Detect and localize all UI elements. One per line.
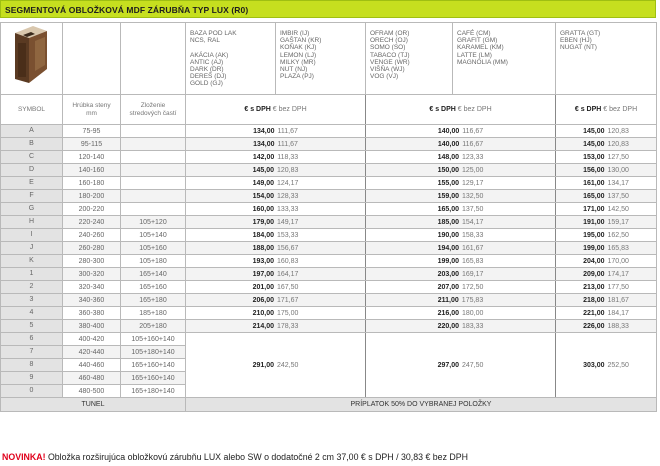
row-segments: 105+160: [121, 242, 186, 255]
color-option: EBEN (HJ): [560, 37, 592, 45]
table-row: [1, 203, 657, 216]
price-cell: [186, 268, 366, 281]
price-vat: 199,00: [437, 257, 459, 265]
price-cell: [366, 294, 556, 307]
row-width: 280-300: [63, 255, 121, 268]
price-vat: 145,00: [583, 127, 605, 135]
price-cell: [366, 268, 556, 281]
row-segments: [121, 190, 186, 203]
price-novat: 132,50: [462, 192, 484, 200]
price-novat: 149,17: [277, 218, 299, 226]
color-option: VENGE (WR): [370, 58, 410, 66]
row-width: 240-260: [63, 229, 121, 242]
price-cell: [366, 125, 556, 138]
price-vat: 213,00: [583, 283, 605, 291]
price-novat: 154,17: [462, 218, 484, 226]
price-vat: 134,00: [253, 140, 275, 148]
price-cell: [556, 268, 657, 281]
price-cell: [366, 242, 556, 255]
price-vat: 220,00: [437, 322, 459, 330]
row-symbol: A: [1, 125, 63, 138]
price-cell: [366, 190, 556, 203]
table-row: [1, 151, 657, 164]
row-symbol: J: [1, 242, 63, 255]
price-vat: 207,00: [437, 283, 459, 291]
row-segments: 165+160+140: [121, 359, 186, 372]
price-vat: 303,00: [583, 361, 605, 369]
row-segments: [121, 151, 186, 164]
color-option: ANTIC (AJ): [190, 58, 224, 66]
novinka-note: [2, 452, 468, 462]
segments-header: Zloženie stredových častí: [121, 95, 186, 125]
price-cell: [556, 151, 657, 164]
price-cell: [186, 151, 366, 164]
image-spacer: [63, 23, 121, 95]
color-option: CAFÉ (CM): [457, 30, 491, 37]
price-cell: [186, 294, 366, 307]
color-option: MILKY (MR): [280, 58, 316, 66]
color-option: ORECH (OJ): [370, 37, 408, 45]
color-option: NUT (NJ): [280, 66, 308, 74]
price-novat: 171,67: [277, 296, 299, 304]
color-option: IMBIR (IJ): [280, 30, 310, 37]
price-vat: 140,00: [437, 140, 460, 148]
price-cell: [366, 281, 556, 294]
footer-row: [1, 398, 657, 412]
color-option: LEMON (LJ): [280, 51, 317, 59]
price-cell: [556, 255, 657, 268]
row-segments: 105+140: [121, 229, 186, 242]
price-novat: 137,50: [607, 192, 629, 200]
price-novat: 134,17: [607, 179, 629, 187]
row-width: 200-220: [63, 203, 121, 216]
row-segments: [121, 177, 186, 190]
price-cell: [556, 203, 657, 216]
color-option: SOMO (SO): [370, 44, 406, 52]
tunel-label: TUNEL: [1, 398, 186, 412]
price-novat: 123,33: [462, 153, 484, 161]
price-vat: 142,00: [252, 153, 275, 161]
price-cell: [186, 125, 366, 138]
price-vat-label: € s DPH: [574, 106, 602, 113]
price-vat: 154,00: [252, 192, 274, 200]
price-cell: [366, 333, 556, 398]
price-vat: 150,00: [437, 166, 459, 174]
price-vat: 161,00: [583, 179, 605, 187]
price-vat: 226,00: [583, 322, 605, 330]
price-novat: 183,33: [462, 322, 484, 330]
price-vat: 199,00: [583, 244, 605, 252]
price-vat: 145,00: [252, 166, 274, 174]
row-symbol: H: [1, 216, 63, 229]
price-table: [0, 22, 657, 412]
color-option: NUGAT (NT): [560, 44, 597, 52]
price-cell: [186, 138, 366, 151]
color-option: LATTE (LM): [457, 51, 492, 59]
price-vat: 221,00: [583, 309, 605, 317]
color-option: TABACO (TJ): [370, 51, 410, 59]
product-image: [1, 23, 63, 95]
novinka-badge: NOVINKA!: [2, 452, 46, 462]
price-novat: 111,67: [277, 127, 298, 135]
table-row: [1, 125, 657, 138]
price-vat: 204,00: [583, 257, 605, 265]
row-segments: 165+160+140: [121, 372, 186, 385]
price-cell: [366, 255, 556, 268]
price-cell: [366, 164, 556, 177]
price-cell: [186, 229, 366, 242]
price-novat: 111,67: [277, 140, 298, 148]
row-symbol: D: [1, 164, 63, 177]
row-symbol: 3: [1, 294, 63, 307]
table-row: [1, 320, 657, 333]
price-novat: 133,33: [277, 205, 299, 213]
price-novat: 167,50: [277, 283, 299, 291]
row-width: 260-280: [63, 242, 121, 255]
price-cell: [556, 164, 657, 177]
price-vat: 214,00: [252, 322, 274, 330]
price-cell: [366, 151, 556, 164]
color-option: GRAFIT (GM): [457, 37, 498, 45]
table-row: [1, 216, 657, 229]
width-header: Hrúbka steny mm: [63, 95, 121, 125]
row-segments: 105+180: [121, 255, 186, 268]
table-row: [1, 255, 657, 268]
price-vat: 165,00: [437, 205, 459, 213]
price-cell: [186, 320, 366, 333]
row-width: 180-200: [63, 190, 121, 203]
price-novat: 116,67: [462, 140, 484, 148]
color-option: DEREŠ (DJ): [190, 73, 227, 81]
price-novat-label: € bez DPH: [603, 106, 638, 113]
price-novat: 172,50: [462, 283, 484, 291]
row-segments: 185+180: [121, 307, 186, 320]
row-segments: 165+140: [121, 268, 186, 281]
price-novat: 127,50: [607, 153, 629, 161]
price-cell: [186, 203, 366, 216]
price-cell: [556, 190, 657, 203]
table-row: [1, 281, 657, 294]
price-cell: [556, 320, 657, 333]
price-vat: 203,00: [437, 270, 459, 278]
table-row: [1, 294, 657, 307]
price-cell: [366, 320, 556, 333]
price-cell: [556, 138, 657, 151]
price-novat: 159,17: [607, 218, 629, 226]
price-vat: 194,00: [437, 244, 459, 252]
table-row: [1, 164, 657, 177]
price-vat: 145,00: [583, 140, 605, 148]
price-novat: 158,33: [462, 231, 484, 239]
price-cell: [186, 255, 366, 268]
price-vat: 210,00: [252, 309, 274, 317]
price-novat: 180,00: [462, 309, 484, 317]
color-option: OFRAM (OR): [370, 30, 410, 37]
color-option: VOG (VJ): [370, 73, 399, 81]
row-segments: 205+180: [121, 320, 186, 333]
row-width: 460-480: [63, 372, 121, 385]
price-vat: 160,00: [252, 205, 274, 213]
price-novat: 169,17: [462, 270, 484, 278]
color-option: VIŠŇA (WJ): [370, 66, 405, 74]
color-option: BAZA POD LAK: [190, 30, 237, 37]
row-symbol: 0: [1, 385, 63, 398]
row-segments: 105+160+140: [121, 333, 186, 346]
row-segments: [121, 164, 186, 177]
color-group-4: [453, 23, 556, 95]
price-novat: 153,33: [277, 231, 299, 239]
price-novat-label: € bez DPH: [272, 106, 307, 113]
row-symbol: 5: [1, 320, 63, 333]
price-vat-label: € s DPH: [244, 106, 271, 113]
row-width: 400-420: [63, 333, 121, 346]
price-vat: 188,00: [252, 244, 274, 252]
price-novat: 124,17: [277, 179, 299, 187]
price-novat: 162,50: [607, 231, 629, 239]
table-row: [1, 177, 657, 190]
row-segments: [121, 203, 186, 216]
color-option: AKÁCIA (AK): [190, 51, 229, 59]
price-cell: [556, 307, 657, 320]
color-option: PLAZA (PJ): [280, 73, 314, 81]
price-vat: 291,00: [252, 361, 274, 369]
image-spacer: [121, 23, 186, 95]
row-symbol: 8: [1, 359, 63, 372]
price-cell: [556, 229, 657, 242]
price-cell: [366, 203, 556, 216]
price-novat: 252,50: [607, 361, 629, 369]
price-novat-label: € bez DPH: [457, 106, 492, 113]
price-vat: 184,00: [252, 231, 274, 239]
row-symbol: 9: [1, 372, 63, 385]
price-vat: 209,00: [583, 270, 605, 278]
price-novat: 137,50: [462, 205, 484, 213]
color-option: GOLD (GJ): [190, 80, 223, 88]
color-option: GAŠTAN (KR): [280, 37, 322, 45]
row-symbol: K: [1, 255, 63, 268]
tunel-text: PRÍPLATOK 50% DO VYBRANEJ POLOŽKY: [186, 398, 657, 412]
color-option: MAGNÓLIA (MM): [457, 58, 508, 66]
row-symbol: B: [1, 138, 63, 151]
color-option: KOŇAK (KJ): [280, 44, 317, 52]
price-vat: 153,00: [583, 153, 605, 161]
novinka-text: Obložka rozširujúca obložkovú zárubňu LUX alebo SW o dodatočné 2 cm 37,00 € s DPH / 30,83 € bez DPH: [45, 452, 468, 462]
price-vat: 134,00: [253, 127, 275, 135]
price-cell: [186, 333, 366, 398]
price-vat: 206,00: [252, 296, 274, 304]
price-novat: 120,83: [607, 127, 629, 135]
price-cell: [366, 216, 556, 229]
color-group-3: [366, 23, 453, 95]
price-cell: [366, 229, 556, 242]
price-header-3: [556, 95, 657, 125]
row-symbol: 2: [1, 281, 63, 294]
price-cell: [366, 307, 556, 320]
color-option: [190, 44, 275, 51]
color-group-1: [186, 23, 276, 95]
price-cell: [366, 177, 556, 190]
price-vat: 156,00: [583, 166, 605, 174]
price-vat: 171,00: [583, 205, 605, 213]
row-segments: 105+120: [121, 216, 186, 229]
price-novat: 247,50: [462, 361, 484, 369]
price-novat: 170,00: [607, 257, 629, 265]
price-novat: 129,17: [462, 179, 484, 187]
price-cell: [556, 333, 657, 398]
price-novat: 188,33: [607, 322, 629, 330]
row-symbol: G: [1, 203, 63, 216]
row-width: 340-360: [63, 294, 121, 307]
price-vat: 190,00: [437, 231, 459, 239]
color-group-2: [276, 23, 366, 95]
row-segments: 165+180: [121, 294, 186, 307]
price-novat: 177,50: [607, 283, 629, 291]
price-novat: 165,83: [607, 244, 629, 252]
price-novat: 120,83: [607, 140, 629, 148]
price-vat: 211,00: [437, 296, 459, 304]
price-cell: [186, 216, 366, 229]
color-option: DARK (DR): [190, 66, 224, 73]
price-cell: [186, 242, 366, 255]
row-segments: 165+160: [121, 281, 186, 294]
price-novat: 174,17: [607, 270, 629, 278]
price-vat: 197,00: [252, 270, 274, 278]
price-novat: 175,00: [277, 309, 299, 317]
row-width: 120-140: [63, 151, 121, 164]
price-cell: [186, 164, 366, 177]
table-row: [1, 268, 657, 281]
price-novat: 178,33: [277, 322, 299, 330]
color-option: NCS, RAL: [190, 37, 220, 45]
row-width: 140-160: [63, 164, 121, 177]
price-vat: 165,00: [583, 192, 605, 200]
price-vat: 155,00: [437, 179, 459, 187]
row-width: 420-440: [63, 346, 121, 359]
price-vat: 159,00: [437, 192, 459, 200]
row-segments: 165+180+140: [121, 385, 186, 398]
price-novat: 142,50: [607, 205, 629, 213]
price-vat: 149,00: [252, 179, 274, 187]
row-segments: 105+180+140: [121, 346, 186, 359]
price-cell: [556, 294, 657, 307]
price-vat-label: € s DPH: [429, 106, 456, 113]
price-vat: 140,00: [437, 127, 460, 135]
price-vat: 297,00: [437, 361, 459, 369]
row-symbol: 6: [1, 333, 63, 346]
price-novat: 130,00: [607, 166, 629, 174]
color-group-5: [556, 23, 657, 95]
price-vat: 218,00: [583, 296, 605, 304]
price-header-2: [366, 95, 556, 125]
price-cell: [186, 177, 366, 190]
page-title: SEGMENTOVÁ OBLOŽKOVÁ MDF ZÁRUBŇA TYP LUX (R0): [0, 0, 656, 18]
table-row: [1, 229, 657, 242]
color-option: KARAMEL (KM): [457, 44, 504, 52]
row-width: 480-500: [63, 385, 121, 398]
row-segments: [121, 138, 186, 151]
row-width: 220-240: [63, 216, 121, 229]
price-vat: 216,00: [437, 309, 459, 317]
row-width: 160-180: [63, 177, 121, 190]
row-symbol: C: [1, 151, 63, 164]
price-novat: 120,83: [277, 166, 299, 174]
price-novat: 161,67: [462, 244, 484, 252]
row-symbol: E: [1, 177, 63, 190]
price-cell: [366, 138, 556, 151]
price-cell: [186, 307, 366, 320]
row-width: 440-460: [63, 359, 121, 372]
price-cell: [556, 177, 657, 190]
price-vat: 185,00: [437, 218, 459, 226]
table-row: [1, 138, 657, 151]
row-symbol: 7: [1, 346, 63, 359]
price-cell: [556, 242, 657, 255]
price-novat: 242,50: [277, 361, 299, 369]
row-width: 95-115: [63, 138, 121, 151]
symbol-header: SYMBOL: [1, 95, 63, 125]
price-cell: [186, 190, 366, 203]
row-symbol: F: [1, 190, 63, 203]
row-symbol: 1: [1, 268, 63, 281]
price-novat: 125,00: [462, 166, 484, 174]
price-vat: 201,00: [252, 283, 274, 291]
price-cell: [556, 216, 657, 229]
row-symbol: 4: [1, 307, 63, 320]
price-vat: 148,00: [437, 153, 459, 161]
door-frame-icon: [1, 23, 61, 89]
price-header-1: [186, 95, 366, 125]
table-row: [1, 242, 657, 255]
row-width: 300-320: [63, 268, 121, 281]
price-novat: 118,33: [277, 153, 299, 161]
table-row: [1, 190, 657, 203]
price-novat: 128,33: [277, 192, 299, 200]
price-cell: [556, 281, 657, 294]
price-novat: 156,67: [277, 244, 299, 252]
price-novat: 165,83: [462, 257, 484, 265]
price-cell: [556, 125, 657, 138]
price-novat: 175,83: [461, 296, 484, 304]
price-novat: 116,67: [462, 127, 484, 135]
row-symbol: I: [1, 229, 63, 242]
price-cell: [186, 281, 366, 294]
price-novat: 184,17: [607, 309, 629, 317]
price-novat: 181,67: [607, 296, 629, 304]
color-option: GRATTA (GT): [560, 30, 601, 37]
table-row: [1, 307, 657, 320]
row-segments: [121, 125, 186, 138]
price-vat: 193,00: [252, 257, 274, 265]
table-row: [1, 333, 657, 346]
price-vat: 191,00: [583, 218, 605, 226]
row-width: 75-95: [63, 125, 121, 138]
price-vat: 195,00: [583, 231, 605, 239]
price-novat: 164,17: [277, 270, 299, 278]
row-width: 320-340: [63, 281, 121, 294]
row-width: 380-400: [63, 320, 121, 333]
price-vat: 179,00: [252, 218, 274, 226]
row-width: 360-380: [63, 307, 121, 320]
price-novat: 160,83: [277, 257, 299, 265]
